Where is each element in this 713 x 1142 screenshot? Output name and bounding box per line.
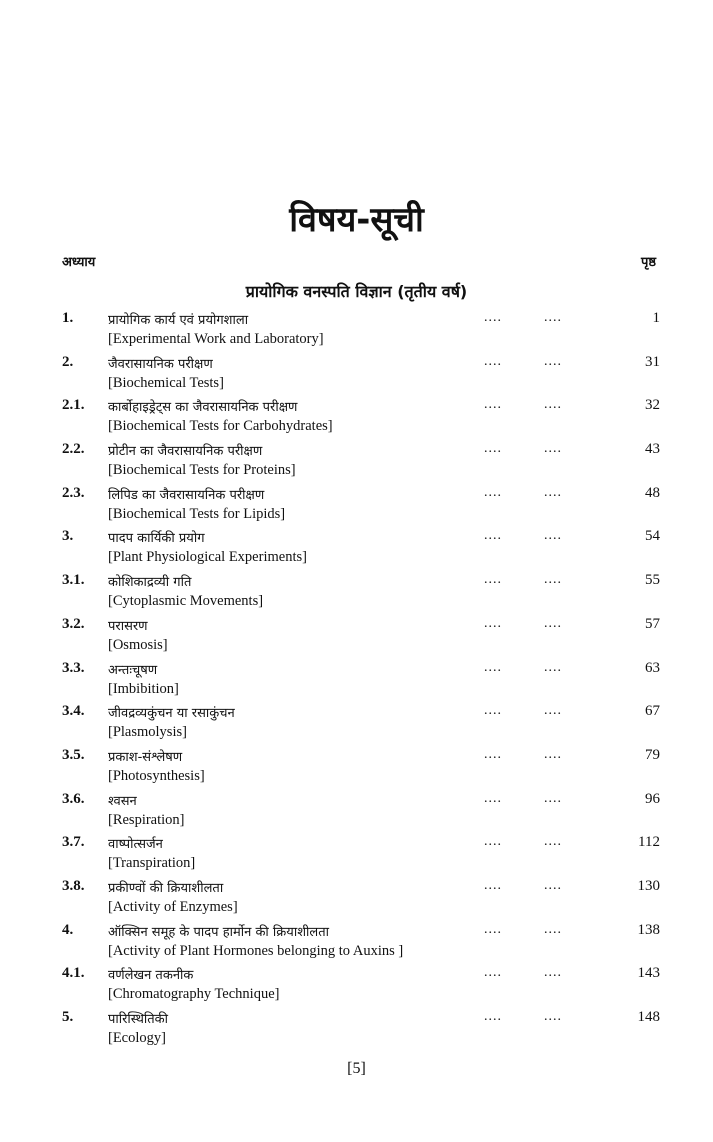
entry-page-number: 63 <box>645 659 660 676</box>
entry-number: 2. <box>62 353 74 370</box>
leader-dots: .... <box>544 834 562 850</box>
entry-number: 4. <box>62 921 74 938</box>
entry-english-title: [Cytoplasmic Movements] <box>108 593 264 610</box>
entry-page-number: 143 <box>637 965 660 982</box>
toc-entry <box>62 616 660 660</box>
entry-number: 5. <box>62 1009 74 1025</box>
entry-hindi-title: कार्बोहाइड्रेट्स का जैवरासायनिक परीक्षण <box>108 400 298 416</box>
entry-page-number: 96 <box>645 790 660 807</box>
page-number-footer: [5] <box>347 1060 366 1077</box>
toc-entry <box>62 834 660 878</box>
toc-entry <box>62 485 660 529</box>
leader-dots: .... <box>544 353 562 369</box>
entry-page-number: 32 <box>645 397 660 414</box>
entry-number: 1. <box>62 310 74 326</box>
toc-entry <box>62 703 660 747</box>
entry-page-number: 79 <box>645 746 660 763</box>
entry-hindi-title: प्रायोगिक कार्य एवं प्रयोगशाला <box>108 313 249 328</box>
leader-dots: .... <box>544 441 562 457</box>
toc-entry <box>62 572 660 616</box>
entry-hindi-title: अन्तःचूषण <box>108 662 158 678</box>
entry-english-title: [Biochemical Tests for Carbohydrates] <box>108 418 333 435</box>
leader-dots: .... <box>484 790 502 806</box>
leader-dots: .... <box>484 703 502 719</box>
toc-entry <box>62 878 660 922</box>
entry-page-number: 130 <box>637 877 660 894</box>
section-heading: प्रायोगिक वनस्पति विज्ञान (तृतीय वर्ष) <box>245 282 468 301</box>
leader-dots: .... <box>484 572 502 588</box>
entry-hindi-title: लिपिड का जैवरासायनिक परीक्षण <box>108 487 265 503</box>
toc-entry <box>62 441 660 485</box>
entry-hindi-title: ऑक्सिन समूह के पादप हार्मोन की क्रियाशीलता <box>108 924 329 940</box>
toc-entry <box>62 965 660 1009</box>
toc-entry <box>62 922 660 966</box>
entry-english-title: [Plant Physiological Experiments] <box>108 549 307 566</box>
entry-number: 3.4. <box>62 703 85 720</box>
entry-english-title: [Ecology] <box>108 1030 166 1046</box>
toc-entry <box>62 397 660 441</box>
entry-english-title: [Photosynthesis] <box>108 767 205 784</box>
entry-page-number: 55 <box>645 572 660 589</box>
toc-entry <box>62 528 660 572</box>
entry-english-title: [Transpiration] <box>108 855 196 872</box>
entry-english-title: [Activity of Plant Hormones belonging to Auxins ] <box>108 942 404 959</box>
entry-hindi-title: जैवरासायनिक परीक्षण <box>108 356 213 372</box>
entry-number: 3.8. <box>62 877 85 894</box>
leader-dots: .... <box>544 484 562 500</box>
entry-english-title: [Biochemical Tests] <box>108 374 224 391</box>
entry-english-title: [Experimental Work and Laboratory] <box>108 331 324 347</box>
leader-dots: .... <box>484 1009 502 1024</box>
entry-english-title: [Respiration] <box>108 811 185 828</box>
leader-dots: .... <box>544 310 562 325</box>
entry-hindi-title: प्रकीण्वों की क्रियाशीलता <box>108 880 224 896</box>
page-column-header: पृष्ठ <box>640 255 656 270</box>
leader-dots: .... <box>544 703 562 719</box>
leader-dots: .... <box>484 310 502 325</box>
entry-english-title: [Plasmolysis] <box>108 724 187 741</box>
page-title: विषय-सूची <box>289 200 424 240</box>
leader-dots: .... <box>484 834 502 850</box>
entry-hindi-title: पादप कार्यिकी प्रयोग <box>108 531 205 547</box>
entry-number: 3.2. <box>62 615 85 632</box>
entry-page-number: 43 <box>645 441 660 458</box>
entry-number: 3. <box>62 528 74 545</box>
entry-number: 2.1. <box>62 397 85 414</box>
entry-english-title: [Chromatography Technique] <box>108 986 280 1003</box>
leader-dots: .... <box>544 397 562 413</box>
leader-dots: .... <box>544 877 562 893</box>
entry-hindi-title: पारिस्थितिकी <box>108 1012 169 1027</box>
entry-number: 3.3. <box>62 659 85 676</box>
table-of-contents <box>62 310 660 1053</box>
entry-number: 4.1. <box>62 965 85 982</box>
leader-dots: .... <box>544 965 562 981</box>
entry-hindi-title: कोशिकाद्रव्यी गति <box>108 575 192 591</box>
toc-entry <box>62 1009 660 1053</box>
leader-dots: .... <box>544 790 562 806</box>
entry-hindi-title: प्रकाश-संश्लेषण <box>108 749 183 765</box>
entry-english-title: [Imbibition] <box>108 680 179 697</box>
leader-dots: .... <box>484 528 502 544</box>
leader-dots: .... <box>544 921 562 937</box>
leader-dots: .... <box>544 615 562 631</box>
entry-hindi-title: श्वसन <box>108 793 137 809</box>
leader-dots: .... <box>484 615 502 631</box>
leader-dots: .... <box>484 965 502 981</box>
leader-dots: .... <box>544 528 562 544</box>
entry-hindi-title: जीवद्रव्यकुंचन या रसाकुंचन <box>108 706 235 722</box>
leader-dots: .... <box>484 659 502 675</box>
leader-dots: .... <box>484 397 502 413</box>
entry-number: 2.2. <box>62 441 85 458</box>
entry-page-number: 31 <box>645 353 660 370</box>
entry-hindi-title: परासरण <box>108 618 148 634</box>
leader-dots: .... <box>484 877 502 893</box>
leader-dots: .... <box>544 746 562 762</box>
toc-entry <box>62 354 660 398</box>
entry-number: 3.1. <box>62 572 85 589</box>
leader-dots: .... <box>484 353 502 369</box>
entry-page-number: 67 <box>645 703 660 720</box>
entry-page-number: 48 <box>645 484 660 501</box>
toc-entry <box>62 660 660 704</box>
entry-number: 3.7. <box>62 834 85 851</box>
leader-dots: .... <box>544 1009 562 1024</box>
leader-dots: .... <box>484 921 502 937</box>
entry-english-title: [Biochemical Tests for Proteins] <box>108 462 296 479</box>
entry-page-number: 54 <box>645 528 660 545</box>
entry-hindi-title: प्रोटीन का जैवरासायनिक परीक्षण <box>108 444 263 460</box>
entry-page-number: 148 <box>637 1009 660 1025</box>
entry-number: 3.6. <box>62 790 85 807</box>
toc-entry <box>62 747 660 791</box>
entry-hindi-title: वर्णलेखन तकनीक <box>108 968 194 984</box>
entry-number: 2.3. <box>62 484 85 501</box>
toc-entry <box>62 791 660 835</box>
entry-page-number: 57 <box>645 615 660 632</box>
toc-entry <box>62 310 660 354</box>
leader-dots: .... <box>484 484 502 500</box>
entry-page-number: 1 <box>652 310 660 326</box>
leader-dots: .... <box>544 659 562 675</box>
entry-number: 3.5. <box>62 746 85 763</box>
leader-dots: .... <box>544 572 562 588</box>
chapter-column-header: अध्याय <box>62 255 96 270</box>
leader-dots: .... <box>484 441 502 457</box>
entry-english-title: [Activity of Enzymes] <box>108 898 238 915</box>
leader-dots: .... <box>484 746 502 762</box>
entry-page-number: 112 <box>638 834 660 851</box>
entry-hindi-title: वाष्पोत्सर्जन <box>108 837 163 853</box>
entry-english-title: [Osmosis] <box>108 636 168 653</box>
entry-page-number: 138 <box>637 921 660 938</box>
entry-english-title: [Biochemical Tests for Lipids] <box>108 505 286 522</box>
